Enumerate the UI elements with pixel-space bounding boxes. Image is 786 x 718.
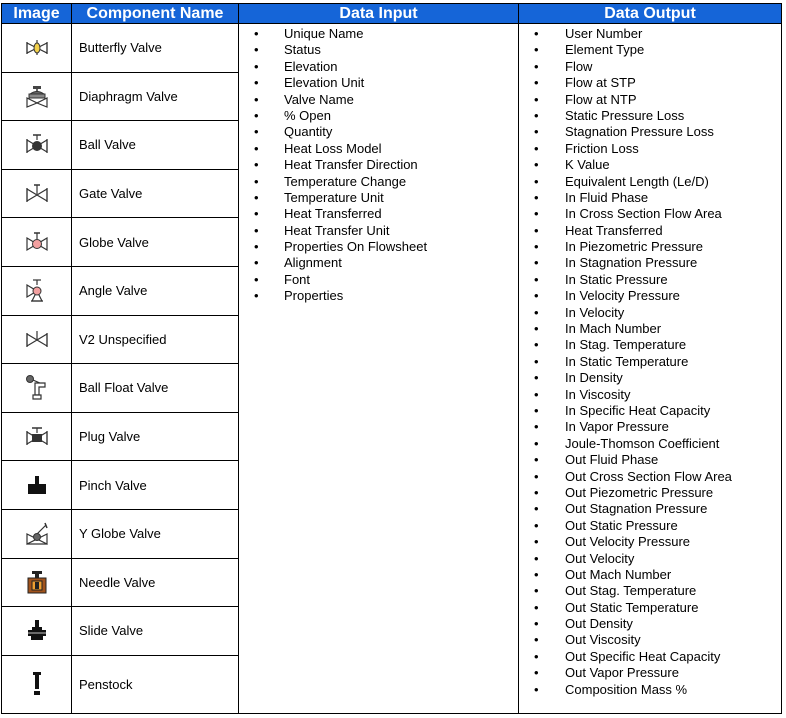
y-globe-valve-icon (2, 522, 71, 546)
list-item: • Quantity (239, 124, 518, 140)
ball-valve-icon (2, 134, 71, 156)
globe-valve-icon (2, 231, 71, 253)
list-item: • Out Specific Heat Capacity (519, 649, 781, 665)
list-item: • Element Type (519, 42, 781, 58)
list-item: • In Vapor Pressure (519, 419, 781, 435)
list-item: • Out Static Temperature (519, 600, 781, 616)
list-item: • Temperature Change (239, 174, 518, 190)
list-item: • Flow at STP (519, 75, 781, 91)
list-item: • Out Mach Number (519, 567, 781, 583)
header-image: Image (2, 4, 72, 24)
list-item: • Properties (239, 288, 518, 304)
component-name: Needle Valve (72, 558, 239, 607)
list-item: • % Open (239, 108, 518, 124)
list-item: • User Number (519, 26, 781, 42)
component-name: Penstock (72, 655, 239, 713)
list-item: • Temperature Unit (239, 190, 518, 206)
list-item: • In Fluid Phase (519, 190, 781, 206)
component-image-cell (2, 121, 72, 170)
list-item: • Alignment (239, 255, 518, 271)
list-item: • Out Viscosity (519, 632, 781, 648)
component-image-cell (2, 655, 72, 713)
unspecified-valve-icon (2, 328, 71, 350)
list-item: • Unique Name (239, 26, 518, 42)
table-row (2, 24, 782, 73)
component-image-cell (2, 509, 72, 558)
component-name: Angle Valve (72, 266, 239, 315)
list-item: • In Stagnation Pressure (519, 255, 781, 271)
component-image-cell (2, 218, 72, 267)
list-item: • Flow at NTP (519, 92, 781, 108)
list-item: • In Piezometric Pressure (519, 239, 781, 255)
valve-components-table (1, 3, 782, 714)
list-item: • In Static Pressure (519, 272, 781, 288)
component-image-cell (2, 24, 72, 73)
component-image-cell (2, 72, 72, 121)
gate-valve-icon (2, 183, 71, 205)
list-item: • Font (239, 272, 518, 288)
pinch-valve-icon (2, 474, 71, 496)
header-row (2, 4, 782, 24)
butterfly-valve-icon (2, 37, 71, 59)
list-item: • Out Fluid Phase (519, 452, 781, 468)
header-data-output: Data Output (519, 4, 782, 24)
component-image-cell (2, 412, 72, 461)
component-name: Gate Valve (72, 169, 239, 218)
list-item: • Static Pressure Loss (519, 108, 781, 124)
diaphragm-valve-icon (2, 84, 71, 108)
component-image-cell (2, 315, 72, 364)
list-item: • In Density (519, 370, 781, 386)
list-item: • Valve Name (239, 92, 518, 108)
list-item: • Out Velocity Pressure (519, 534, 781, 550)
component-name: Plug Valve (72, 412, 239, 461)
component-image-cell (2, 169, 72, 218)
list-item: • In Mach Number (519, 321, 781, 337)
component-image-cell (2, 607, 72, 656)
list-item: • Heat Transferred (239, 206, 518, 222)
list-item: • Out Cross Section Flow Area (519, 469, 781, 485)
component-image-cell (2, 558, 72, 607)
list-item: • Out Stagnation Pressure (519, 501, 781, 517)
component-name: Globe Valve (72, 218, 239, 267)
needle-valve-icon (2, 570, 71, 594)
list-item: • In Stag. Temperature (519, 337, 781, 353)
list-item: • Out Velocity (519, 551, 781, 567)
list-item: • Stagnation Pressure Loss (519, 124, 781, 140)
list-item: • Status (239, 42, 518, 58)
list-item: • Heat Loss Model (239, 141, 518, 157)
list-item: • In Cross Section Flow Area (519, 206, 781, 222)
plug-valve-icon (2, 426, 71, 448)
list-item: • In Specific Heat Capacity (519, 403, 781, 419)
component-image-cell (2, 364, 72, 413)
component-name: Ball Float Valve (72, 364, 239, 413)
component-name: Y Globe Valve (72, 509, 239, 558)
header-data-input: Data Input (239, 4, 519, 24)
component-name: V2 Unspecified (72, 315, 239, 364)
list-item: • Heat Transferred (519, 223, 781, 239)
list-item: • Elevation Unit (239, 75, 518, 91)
list-item: • Elevation (239, 59, 518, 75)
angle-valve-icon (2, 279, 71, 303)
list-item: • Out Vapor Pressure (519, 665, 781, 681)
list-item: • Out Piezometric Pressure (519, 485, 781, 501)
data-output-list (519, 26, 781, 698)
list-item: • In Viscosity (519, 387, 781, 403)
list-item: • Out Stag. Temperature (519, 583, 781, 599)
component-image-cell (2, 461, 72, 510)
data-input-cell (239, 24, 519, 714)
list-item: • In Velocity (519, 305, 781, 321)
list-item: • Heat Transfer Direction (239, 157, 518, 173)
list-item: • Composition Mass % (519, 682, 781, 698)
penstock-icon (2, 671, 71, 697)
component-name: Pinch Valve (72, 461, 239, 510)
list-item: • Properties On Flowsheet (239, 239, 518, 255)
component-image-cell (2, 266, 72, 315)
list-item: • Joule-Thomson Coefficient (519, 436, 781, 452)
component-name: Butterfly Valve (72, 24, 239, 73)
data-output-cell (519, 24, 782, 714)
component-name: Diaphragm Valve (72, 72, 239, 121)
header-component-name: Component Name (72, 4, 239, 24)
slide-valve-icon (2, 619, 71, 643)
list-item: • Heat Transfer Unit (239, 223, 518, 239)
ball-float-valve-icon (2, 375, 71, 401)
data-input-list (239, 26, 518, 305)
list-item: • Out Static Pressure (519, 518, 781, 534)
component-name: Slide Valve (72, 607, 239, 656)
list-item: • K Value (519, 157, 781, 173)
list-item: • In Static Temperature (519, 354, 781, 370)
component-name: Ball Valve (72, 121, 239, 170)
list-item: • Equivalent Length (Le/D) (519, 174, 781, 190)
list-item: • In Velocity Pressure (519, 288, 781, 304)
list-item: • Friction Loss (519, 141, 781, 157)
list-item: • Flow (519, 59, 781, 75)
list-item: • Out Density (519, 616, 781, 632)
